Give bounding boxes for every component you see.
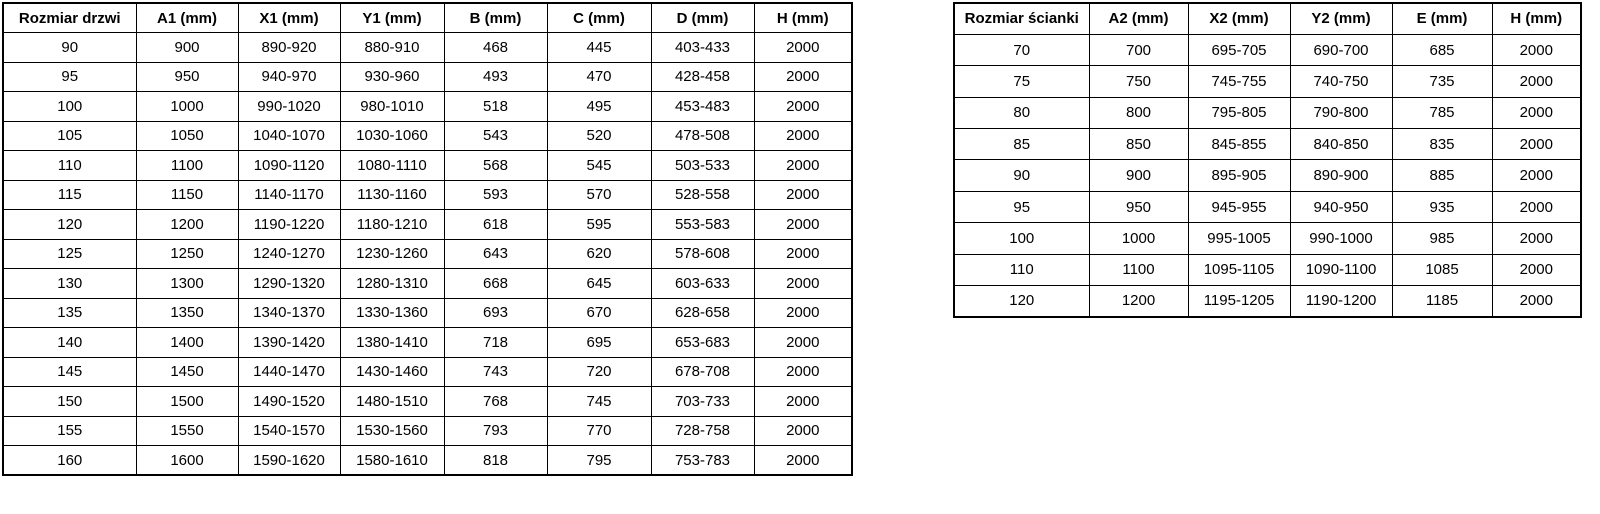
table-cell: 95 — [3, 62, 136, 92]
table-row — [3, 446, 852, 476]
table-cell: 620 — [547, 239, 651, 269]
table-cell: 703-733 — [651, 387, 754, 417]
table-cell: 2000 — [1492, 34, 1581, 65]
table-cell: 2000 — [754, 92, 852, 122]
table-cell: 2000 — [754, 416, 852, 446]
table-cell: 678-708 — [651, 357, 754, 387]
table-cell: 950 — [136, 62, 238, 92]
table-cell: 470 — [547, 62, 651, 92]
table-cell: 503-533 — [651, 151, 754, 181]
table-cell: 1430-1460 — [340, 357, 444, 387]
table-cell: 835 — [1392, 129, 1492, 160]
table-cell: 653-683 — [651, 328, 754, 358]
table-row — [954, 97, 1581, 128]
table-row — [954, 223, 1581, 254]
table-cell: 493 — [444, 62, 547, 92]
table-cell: 568 — [444, 151, 547, 181]
table-cell: 453-483 — [651, 92, 754, 122]
table-cell: 2000 — [1492, 66, 1581, 97]
table-cell: 85 — [954, 129, 1089, 160]
table-row — [3, 210, 852, 240]
table-cell: 700 — [1089, 34, 1188, 65]
table-cell: 528-558 — [651, 180, 754, 210]
table-cell: 945-955 — [1188, 191, 1290, 222]
table-cell: 1195-1205 — [1188, 286, 1290, 317]
table-cell: 695-705 — [1188, 34, 1290, 65]
header-row — [3, 3, 852, 33]
table-row — [954, 129, 1581, 160]
table-cell: 593 — [444, 180, 547, 210]
table-cell: 695 — [547, 328, 651, 358]
table-cell: 468 — [444, 33, 547, 63]
table-cell: 1080-1110 — [340, 151, 444, 181]
table-cell: 1500 — [136, 387, 238, 417]
table-cell: 155 — [3, 416, 136, 446]
table-cell: 553-583 — [651, 210, 754, 240]
table-cell: 518 — [444, 92, 547, 122]
header-row — [954, 3, 1581, 34]
table-row — [3, 328, 852, 358]
table-row — [954, 160, 1581, 191]
table-row — [3, 121, 852, 151]
table-row — [954, 34, 1581, 65]
table-cell: 735 — [1392, 66, 1492, 97]
table-row — [3, 269, 852, 299]
table-cell: 930-960 — [340, 62, 444, 92]
table-cell: 685 — [1392, 34, 1492, 65]
table-cell: 850 — [1089, 129, 1188, 160]
table-cell: 935 — [1392, 191, 1492, 222]
table-cell: 628-658 — [651, 298, 754, 328]
table-cell: 130 — [3, 269, 136, 299]
table-cell: 645 — [547, 269, 651, 299]
table-cell: 95 — [954, 191, 1089, 222]
table-cell: 2000 — [1492, 129, 1581, 160]
table-cell: 1090-1100 — [1290, 254, 1392, 285]
column-header: H (mm) — [754, 3, 852, 33]
table-cell: 125 — [3, 239, 136, 269]
table-cell: 90 — [954, 160, 1089, 191]
wall-dimensions-table — [953, 2, 1582, 318]
table-cell: 1580-1610 — [340, 446, 444, 476]
column-header: E (mm) — [1392, 3, 1492, 34]
table-cell: 1290-1320 — [238, 269, 340, 299]
table-cell: 795-805 — [1188, 97, 1290, 128]
table-cell: 1250 — [136, 239, 238, 269]
table-cell: 1130-1160 — [340, 180, 444, 210]
table-cell: 2000 — [754, 328, 852, 358]
table-cell: 110 — [954, 254, 1089, 285]
table-row — [3, 387, 852, 417]
table-cell: 1090-1120 — [238, 151, 340, 181]
table-cell: 1480-1510 — [340, 387, 444, 417]
table-cell: 2000 — [1492, 97, 1581, 128]
table-cell: 790-800 — [1290, 97, 1392, 128]
table-cell: 750 — [1089, 66, 1188, 97]
table-cell: 840-850 — [1290, 129, 1392, 160]
table-cell: 753-783 — [651, 446, 754, 476]
table-cell: 1140-1170 — [238, 180, 340, 210]
table-cell: 578-608 — [651, 239, 754, 269]
table-cell: 643 — [444, 239, 547, 269]
table-cell: 890-900 — [1290, 160, 1392, 191]
table-cell: 100 — [954, 223, 1089, 254]
table-cell: 2000 — [754, 33, 852, 63]
table-cell: 445 — [547, 33, 651, 63]
table-cell: 845-855 — [1188, 129, 1290, 160]
table-cell: 795 — [547, 446, 651, 476]
table-cell: 135 — [3, 298, 136, 328]
table-cell: 670 — [547, 298, 651, 328]
table-cell: 2000 — [754, 446, 852, 476]
table-cell: 718 — [444, 328, 547, 358]
table-cell: 603-633 — [651, 269, 754, 299]
table-cell: 1190-1220 — [238, 210, 340, 240]
table-cell: 1400 — [136, 328, 238, 358]
table-cell: 1150 — [136, 180, 238, 210]
table-cell: 985 — [1392, 223, 1492, 254]
table-cell: 1390-1420 — [238, 328, 340, 358]
table-cell: 2000 — [754, 210, 852, 240]
table-cell: 818 — [444, 446, 547, 476]
table-cell: 2000 — [754, 357, 852, 387]
door-table-body — [3, 33, 852, 476]
table-cell: 880-910 — [340, 33, 444, 63]
table-row — [3, 92, 852, 122]
column-header: Y2 (mm) — [1290, 3, 1392, 34]
table-cell: 745 — [547, 387, 651, 417]
table-cell: 160 — [3, 446, 136, 476]
wall-table-body — [954, 34, 1581, 317]
table-row — [3, 151, 852, 181]
table-cell: 770 — [547, 416, 651, 446]
table-cell: 1200 — [136, 210, 238, 240]
column-header: X1 (mm) — [238, 3, 340, 33]
table-cell: 1380-1410 — [340, 328, 444, 358]
table-cell: 995-1005 — [1188, 223, 1290, 254]
table-cell: 940-950 — [1290, 191, 1392, 222]
table-cell: 793 — [444, 416, 547, 446]
table-cell: 2000 — [754, 62, 852, 92]
table-cell: 495 — [547, 92, 651, 122]
table-cell: 618 — [444, 210, 547, 240]
table-cell: 428-458 — [651, 62, 754, 92]
table-cell: 950 — [1089, 191, 1188, 222]
table-cell: 105 — [3, 121, 136, 151]
table-cell: 403-433 — [651, 33, 754, 63]
table-row — [954, 254, 1581, 285]
column-header: H (mm) — [1492, 3, 1581, 34]
table-cell: 900 — [1089, 160, 1188, 191]
table-cell: 1100 — [136, 151, 238, 181]
table-cell: 990-1000 — [1290, 223, 1392, 254]
table-cell: 595 — [547, 210, 651, 240]
table-cell: 940-970 — [238, 62, 340, 92]
table-cell: 1040-1070 — [238, 121, 340, 151]
table-cell: 1030-1060 — [340, 121, 444, 151]
table-cell: 1185 — [1392, 286, 1492, 317]
table-cell: 520 — [547, 121, 651, 151]
table-cell: 2000 — [754, 121, 852, 151]
table-cell: 2000 — [754, 151, 852, 181]
table-cell: 1350 — [136, 298, 238, 328]
table-cell: 2000 — [754, 387, 852, 417]
table-row — [954, 191, 1581, 222]
table-cell: 2000 — [754, 239, 852, 269]
table-cell: 980-1010 — [340, 92, 444, 122]
table-cell: 693 — [444, 298, 547, 328]
table-row — [954, 286, 1581, 317]
table-cell: 743 — [444, 357, 547, 387]
table-cell: 1530-1560 — [340, 416, 444, 446]
table-row — [3, 33, 852, 63]
table-cell: 543 — [444, 121, 547, 151]
table-cell: 545 — [547, 151, 651, 181]
table-cell: 745-755 — [1188, 66, 1290, 97]
table-row — [3, 357, 852, 387]
table-cell: 728-758 — [651, 416, 754, 446]
table-cell: 2000 — [1492, 160, 1581, 191]
column-header: D (mm) — [651, 3, 754, 33]
table-cell: 1600 — [136, 446, 238, 476]
table-cell: 1230-1260 — [340, 239, 444, 269]
table-cell: 1330-1360 — [340, 298, 444, 328]
column-header: X2 (mm) — [1188, 3, 1290, 34]
column-header: A1 (mm) — [136, 3, 238, 33]
door-table-header — [3, 3, 852, 33]
table-cell: 150 — [3, 387, 136, 417]
table-row — [3, 416, 852, 446]
table-cell: 2000 — [754, 269, 852, 299]
table-cell: 2000 — [1492, 223, 1581, 254]
table-cell: 1095-1105 — [1188, 254, 1290, 285]
table-cell: 1540-1570 — [238, 416, 340, 446]
table-cell: 1000 — [136, 92, 238, 122]
table-cell: 110 — [3, 151, 136, 181]
column-header: Y1 (mm) — [340, 3, 444, 33]
table-row — [3, 62, 852, 92]
table-cell: 478-508 — [651, 121, 754, 151]
table-cell: 900 — [136, 33, 238, 63]
wall-table-header — [954, 3, 1581, 34]
table-cell: 1550 — [136, 416, 238, 446]
table-cell: 1050 — [136, 121, 238, 151]
column-header: B (mm) — [444, 3, 547, 33]
table-cell: 1190-1200 — [1290, 286, 1392, 317]
table-cell: 1085 — [1392, 254, 1492, 285]
table-row — [3, 298, 852, 328]
table-cell: 100 — [3, 92, 136, 122]
column-header: C (mm) — [547, 3, 651, 33]
table-cell: 1280-1310 — [340, 269, 444, 299]
table-cell: 800 — [1089, 97, 1188, 128]
table-row — [954, 66, 1581, 97]
table-cell: 2000 — [754, 180, 852, 210]
table-cell: 2000 — [1492, 254, 1581, 285]
table-cell: 140 — [3, 328, 136, 358]
table-cell: 115 — [3, 180, 136, 210]
table-cell: 75 — [954, 66, 1089, 97]
table-cell: 80 — [954, 97, 1089, 128]
table-cell: 145 — [3, 357, 136, 387]
table-cell: 570 — [547, 180, 651, 210]
table-cell: 1240-1270 — [238, 239, 340, 269]
table-row — [3, 180, 852, 210]
table-cell: 740-750 — [1290, 66, 1392, 97]
column-header: Rozmiar ścianki — [954, 3, 1089, 34]
table-cell: 1450 — [136, 357, 238, 387]
table-cell: 2000 — [1492, 286, 1581, 317]
table-cell: 1100 — [1089, 254, 1188, 285]
table-row — [3, 239, 852, 269]
table-cell: 890-920 — [238, 33, 340, 63]
table-cell: 1300 — [136, 269, 238, 299]
table-cell: 90 — [3, 33, 136, 63]
table-cell: 668 — [444, 269, 547, 299]
table-cell: 2000 — [1492, 191, 1581, 222]
table-cell: 1490-1520 — [238, 387, 340, 417]
table-cell: 120 — [954, 286, 1089, 317]
table-cell: 885 — [1392, 160, 1492, 191]
table-cell: 1180-1210 — [340, 210, 444, 240]
column-header: A2 (mm) — [1089, 3, 1188, 34]
table-cell: 1440-1470 — [238, 357, 340, 387]
table-cell: 895-905 — [1188, 160, 1290, 191]
table-cell: 1200 — [1089, 286, 1188, 317]
table-cell: 120 — [3, 210, 136, 240]
table-cell: 1000 — [1089, 223, 1188, 254]
table-cell: 70 — [954, 34, 1089, 65]
table-cell: 2000 — [754, 298, 852, 328]
table-cell: 1590-1620 — [238, 446, 340, 476]
table-cell: 690-700 — [1290, 34, 1392, 65]
door-dimensions-table — [2, 2, 853, 476]
table-cell: 990-1020 — [238, 92, 340, 122]
table-cell: 720 — [547, 357, 651, 387]
column-header: Rozmiar drzwi — [3, 3, 136, 33]
table-cell: 768 — [444, 387, 547, 417]
table-cell: 785 — [1392, 97, 1492, 128]
table-cell: 1340-1370 — [238, 298, 340, 328]
